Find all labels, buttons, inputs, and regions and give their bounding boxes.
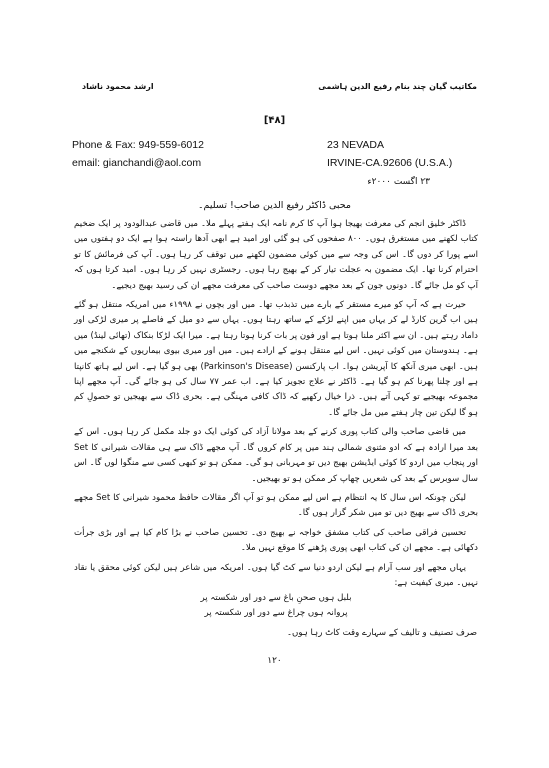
letter-body bbox=[74, 217, 478, 591]
letter-number: [۴۸] bbox=[263, 115, 286, 126]
paragraph: حیرت ہے کہ آپ کو میرے مستقر کے بارے میں تذبذب تھا۔ میں اور بچوں نے ۱۹۹۸ء میں امریکہ منتقل ہو گئے ہیں اب گرین کارڈ لے کر یہاں میں اپنے لڑکے کے ساتھ رہتا ہوں۔ یہاں سے دو میل کے فاصلے پر میری لڑکی اور داماد رہتے ہیں۔ ان سے اکثر ملنا ہوتا ہے اور فون پر بات کرنا ہوتا رہتا ہے۔ میرا ایک لڑکا بنکاک (تھائی لینڈ) میں ہے۔ ہندوستان میں کوئی نہیں۔ اس لیے منتقل ہونے کے ارادے ہیں۔ میں اور میری بیوی بیماریوں کے شکنجے میں ہیں۔ ابھی میری آنکھ کا آپریشن ہوا۔ اب پارکنسن (Parkinson's Disease) بھی ہو گیا ہے۔ اس لیے ہاتھ کانپتا ہے اور چلنا پھرنا کم ہو گیا ہے۔ ڈاکٹر نے علاج تجویز کیا ہے۔ اب عمر ۷۷ سال کی ہو جائے گی۔ آپ مجھے اپنا مجموعہ بھیجیے تو کہی آتے ہیں۔ ذرا خیال رکھیے کہ ڈاک کافی مہنگی ہے۔ بحری ڈاک سے بھیجیں تو حصولِ کم ہو گا لیکن تین چار ہفتے میں مل جائے گا۔ bbox=[74, 300, 478, 418]
contact-phone: Phone & Fax: 949-559-6012 bbox=[72, 139, 204, 151]
paragraph: میں قاضی صاحب والی کتاب پوری کرنے کے بعد مولانا آزاد کی کوئی ایک دو جلد مکمل کر رہا ہوں۔ اس کے بعد میرا ارادہ ہے کہ ادو مثنوی شمالی ہند میں پر کام کروں گا۔ آپ مجھے ڈاک سے ہی مقالات شیرانی کا Set اور پنجاب میں اردو کا کوئی ایڈیشن بھیج دیں تو مہربانی ہو گی۔ ممکن ہو تو کبھی کسی سے منگوا لوں گا۔ اس سال سوبرس کے بعد کی شعریں چھاپ کر ممکن ہو تو بھیجیں۔ bbox=[74, 427, 478, 484]
contact-email: email: gianchandi@aol.com bbox=[72, 157, 202, 169]
paragraph: لیکن چونکہ اس سال کا یہ انتظام ہے اس لیے ممکن ہو تو آپ اگر مقالات حافظ محمود شیرانی کا Set مجھے بحری ڈاک سے بھیج دیں تو میں شکر گزار ہوں گا۔ bbox=[74, 492, 478, 519]
header-author: ارشد محمود ناشاد bbox=[82, 82, 154, 91]
contact-city: IRVINE-CA.92606 (U.S.A.) bbox=[327, 157, 453, 169]
salutation: محبی ڈاکٹر رفیع الدین صاحب! تسلیم۔ bbox=[197, 200, 352, 211]
paragraph: تحسین فراقی صاحب کی کتاب مشفق خواجہ نے بھیج دی۔ تحسین صاحب نے بڑا کام کیا ہے اور بڑی جرأت دکھائی ہے۔ مجھے ان کی کتاب ابھی پوری پڑھنے کا موقع نہیں ملا۔ bbox=[74, 527, 478, 554]
contact-street: 23 NEVADA bbox=[327, 139, 384, 151]
verse-line: پروانہ ہوں چراغ سے دور اور شکستہ پر bbox=[204, 608, 348, 618]
header-book-title: مکاتیب گیان چند بنام رفیع الدین ہاشمی bbox=[318, 82, 477, 91]
page-number: ۱۲۰ bbox=[267, 656, 282, 666]
verse-line: بلبل ہوں صحنِ باغ سے دور اور شکستہ پر bbox=[200, 593, 352, 603]
paragraph: ڈاکٹر خلیق انجم کی معرفت بھیجا ہوا آپ کا کرم نامہ ایک ہفتے پہلے ملا۔ میں قاضی عبدالودود پر ایک ضخیم کتاب لکھنے میں مستغرق ہوں۔ ۸۰۰ صفحوں کی ہو گئی اور امید ہے ابھی آدھا راستہ ہوا ہے ایک دو ہفتوں میں اسے پورا کر دوں گا۔ اس کی وجہ سے میں کوئی مضمون لکھنے میں توقف کر رہا ہوں۔ آپ کی فرمائش کا تو احترام کرنا تھا۔ ایک مضمون بہ عجلت تیار کر کے بھیج رہا ہوں۔ رجسٹری نہیں کر رہا ہوں۔ امید کرتا ہوں کہ آپ کو مل جائے گا۔ دونوں جون کے بعد مجھے دوست صاحب کی معرفت مجھے ان کی رسید بھیج دیجیے۔ bbox=[74, 219, 478, 291]
letter-date: ۲۳ اگست ۲۰۰۰ء bbox=[367, 177, 430, 187]
paragraph: یہاں مجھے اور سب آرام ہے لیکن اردو دنیا سے کٹ گیا ہوں۔ امریکہ میں شاعر ہیں لیکن کوئی محقق یا نقاد نہیں۔ میری کیفیت ہے: bbox=[74, 562, 478, 588]
closing-line: صرف تصنیف و تالیف کے سہارے وقت کاٹ رہا ہوں۔ bbox=[286, 628, 477, 638]
